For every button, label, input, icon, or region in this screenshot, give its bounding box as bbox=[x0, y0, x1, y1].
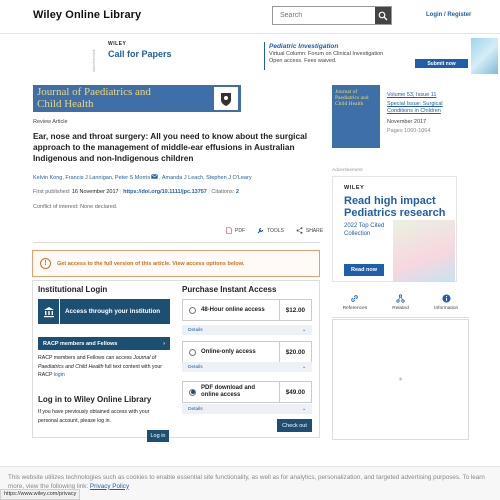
ad-headline: Read high impact Pediatrics research bbox=[344, 195, 446, 219]
access-through-label: Access through your institution bbox=[65, 307, 161, 315]
issue-cover-title: Journal of Paediatrics and Child Health bbox=[335, 89, 369, 107]
login-button[interactable]: Log in bbox=[147, 430, 169, 442]
privacy-policy-link[interactable]: Privacy Policy bbox=[89, 482, 130, 490]
wiley-login-description: If you have previously obtained access with your personal account, please log in. bbox=[38, 409, 150, 424]
journal-banner[interactable] bbox=[33, 85, 241, 112]
chevron-down-icon: ⌄ bbox=[301, 406, 306, 412]
option-name: 48-Hour online access bbox=[201, 306, 265, 313]
checkout-button[interactable]: Check out bbox=[277, 419, 312, 432]
citations-label: Citations: bbox=[211, 189, 235, 195]
radio-button[interactable] bbox=[189, 307, 196, 314]
wrench-icon bbox=[257, 227, 264, 234]
ad-side-label: Advertisement bbox=[92, 49, 96, 72]
divider bbox=[33, 242, 320, 243]
radio-button-selected[interactable] bbox=[189, 389, 196, 396]
institution-icon bbox=[38, 299, 60, 324]
network-icon bbox=[396, 294, 405, 303]
ad-submit-button[interactable]: Submit now bbox=[415, 59, 468, 68]
share-icon bbox=[296, 227, 303, 234]
wiley-login-heading: Log in to Wiley Online Library bbox=[38, 395, 152, 404]
ad-brand: WILEY bbox=[344, 185, 365, 191]
article-tools bbox=[226, 227, 323, 234]
search-icon bbox=[378, 11, 388, 21]
first-published-date: 16 November 2017 bbox=[71, 189, 119, 195]
option-price: $12.00 bbox=[279, 299, 305, 321]
publication-info: First published: 16 November 2017 | https://doi.org/10.1111/jpc.13757 | Citations: 2 bbox=[33, 189, 239, 195]
mail-icon[interactable] bbox=[151, 174, 158, 179]
cookie-text: This website utilizes technologies such as cookies to enable essential site functionality, as well as for analytics, personalization, and targeted advertising purposes. To learn more, view the following link: Privacy Policy bbox=[8, 474, 485, 490]
link-icon bbox=[350, 294, 359, 303]
option-pdf-download[interactable] bbox=[182, 381, 312, 403]
search-box[interactable] bbox=[272, 6, 392, 25]
access-notice-text: Get access to the full version of this article. View access options below. bbox=[57, 260, 245, 267]
ad-journal: Pediatric Investigation bbox=[269, 43, 339, 50]
option-details-toggle[interactable]: Details ⌄ bbox=[182, 404, 312, 414]
option-name: Online-only access bbox=[201, 348, 256, 355]
citations-count[interactable]: 2 bbox=[235, 189, 239, 195]
pdf-button[interactable]: PDF bbox=[226, 227, 245, 234]
option-details-toggle[interactable]: Details ⌄ bbox=[182, 325, 312, 335]
loading-spinner-icon: ✳ bbox=[398, 376, 403, 383]
ad-headline: Call for Papers bbox=[108, 49, 172, 59]
side-tabs bbox=[332, 288, 469, 318]
login-register-link[interactable]: Login / Register bbox=[426, 12, 472, 18]
chevron-down-icon: ⌄ bbox=[301, 327, 306, 333]
chevron-right-icon: › bbox=[163, 340, 165, 347]
ad-line-1: Virtual Column: Forum on Clinical Investigation bbox=[269, 51, 384, 57]
tab-related[interactable]: Related bbox=[378, 288, 424, 317]
ad-subtitle: 2022 Top Cited Collection bbox=[344, 223, 385, 237]
issue-date: November 2017 bbox=[387, 119, 427, 125]
volume-link[interactable]: Volume 53, Issue 11 bbox=[387, 92, 437, 98]
authors-tail[interactable]: , Amanda J Leach, Stephen J O'Leary bbox=[159, 175, 252, 181]
tab-references[interactable]: References bbox=[332, 288, 378, 317]
access-through-institution-button[interactable] bbox=[38, 299, 170, 324]
option-details-toggle[interactable]: Details ⌄ bbox=[182, 362, 312, 372]
issue-pages: Pages 1060-1064 bbox=[387, 128, 431, 134]
racp-description: RACP members and Fellows can access Journal of Paediatrics and Child Health full text content with your RACP login bbox=[38, 355, 163, 378]
radio-button[interactable] bbox=[189, 349, 196, 356]
info-icon: ! bbox=[40, 258, 51, 269]
article-type: Review Article bbox=[33, 119, 68, 125]
journal-title-line2: Child Health bbox=[37, 98, 94, 110]
conflict-of-interest: Conflict of interest: None declared. bbox=[33, 204, 118, 210]
ad-image bbox=[393, 220, 455, 282]
pdf-icon bbox=[226, 227, 232, 234]
ad-line-2: Open access. Fees waived. bbox=[269, 58, 337, 64]
doi-link[interactable]: https://doi.org/10.1111/jpc.13757 bbox=[123, 189, 207, 195]
top-advertisement[interactable] bbox=[90, 38, 456, 74]
status-bar-url: https://www.wiley.com/privacy bbox=[0, 489, 80, 500]
option-48-hour[interactable] bbox=[182, 299, 312, 321]
issue-cover[interactable] bbox=[332, 85, 380, 148]
option-price: $20.00 bbox=[279, 341, 305, 363]
ad-brand: WILEY bbox=[108, 41, 127, 47]
racp-members-button[interactable]: RACP members and Fellows › bbox=[38, 337, 170, 350]
info-icon bbox=[442, 294, 451, 303]
option-online-only[interactable] bbox=[182, 341, 312, 363]
ad-cover-image bbox=[471, 38, 498, 74]
author-list bbox=[33, 174, 323, 181]
racp-crest-icon bbox=[214, 87, 238, 110]
journal-title-line1: Journal of Paediatrics and bbox=[37, 86, 151, 98]
site-logo[interactable]: Wiley Online Library bbox=[33, 9, 142, 21]
authors-main[interactable]: Kelvin Kong, Francis J Lannigan, Peter S Morris bbox=[33, 175, 151, 181]
institutional-login-heading: Institutional Login bbox=[38, 285, 108, 294]
advertisement-label: Advertisement bbox=[332, 168, 363, 173]
ad-divider bbox=[264, 42, 265, 70]
first-published-label: First published: bbox=[33, 189, 71, 195]
site-header bbox=[0, 0, 500, 34]
search-input[interactable] bbox=[273, 7, 375, 24]
racp-login-link[interactable]: login bbox=[53, 372, 65, 378]
option-price: $49.00 bbox=[279, 381, 305, 403]
option-name: PDF download and online access bbox=[201, 385, 255, 398]
ad-read-now-button[interactable]: Read now bbox=[344, 264, 384, 276]
share-button[interactable]: SHARE bbox=[296, 227, 323, 234]
special-issue-link[interactable]: Special Issue: Surgical Conditions in Children bbox=[387, 101, 443, 114]
purchase-heading: Purchase Instant Access bbox=[182, 285, 277, 294]
search-button[interactable] bbox=[375, 7, 391, 24]
chevron-down-icon: ⌄ bbox=[301, 364, 306, 370]
access-notice bbox=[32, 250, 320, 277]
tab-information[interactable]: Information bbox=[423, 288, 469, 317]
tools-button[interactable]: TOOLS bbox=[257, 227, 284, 234]
side-panel-content bbox=[332, 319, 469, 440]
right-advertisement[interactable] bbox=[332, 176, 457, 282]
article-title: Ear, nose and throat surgery: All you need to know about the surgical approach to the management of middle-ear effusions in Australian Indigenous and non-Indigenous children bbox=[33, 131, 307, 163]
